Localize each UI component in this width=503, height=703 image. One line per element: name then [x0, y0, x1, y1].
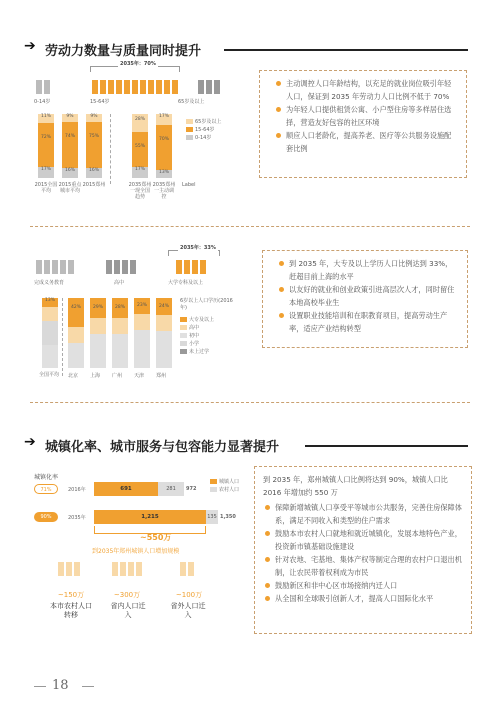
person-icon: [130, 260, 136, 274]
rural-bar: 135: [206, 510, 218, 524]
edu-bar: [68, 298, 84, 368]
bar-seg-child: 16%: [62, 168, 78, 178]
bar-seg-elderly: 17%: [156, 114, 172, 125]
edu-level-label: 高中: [114, 280, 125, 286]
section-title: 城镇化率、城市服务与包容能力显著提升: [45, 440, 280, 455]
edu-bar: [42, 298, 58, 368]
person-icon: [214, 80, 220, 94]
edu-chart: [32, 236, 252, 391]
section-title: 劳动力数量与质量同时提升: [45, 44, 202, 59]
person-icon: [66, 562, 72, 576]
person-icon: [58, 562, 64, 576]
bullet-item: 设置职业技能培训和在职教育项目，提高劳动生产率，适应产业结构转型: [277, 309, 459, 335]
source-value: ~100万: [175, 591, 203, 599]
bar-label: 广州: [112, 373, 123, 379]
person-icon: [124, 80, 130, 94]
bullet-item: 顺应人口老龄化，提高养老、医疗等公共服务设施配套比例: [274, 129, 458, 155]
dashed-divider: [30, 402, 470, 403]
bar-seg-college: 23%: [134, 298, 150, 314]
rate-badge: 71%: [34, 484, 58, 494]
bar-seg-elderly: 9%: [86, 114, 102, 122]
bar-label: 2035郑州一现全国趋势: [128, 182, 152, 200]
bullet-item: 从全国和全球吸引创新人才，提高人口国际化水平: [263, 592, 463, 605]
person-icon: [200, 260, 206, 274]
bar-label: 2015郑州: [82, 182, 106, 188]
person-icon: [36, 80, 42, 94]
edu-bar: [112, 298, 128, 368]
person-icon: [140, 80, 146, 94]
title-rule: [305, 445, 468, 447]
person-icon: [164, 80, 170, 94]
sec1-points: [259, 70, 467, 178]
person-icon: [112, 562, 118, 576]
footer-dash: [82, 686, 94, 687]
person-icon: [60, 260, 66, 274]
person-icon: [176, 260, 182, 274]
bullet-item: 针对农地、宅基地、集体产权等制定合理的农村户口退出机制，让农民带着权利成为市民: [263, 553, 463, 579]
bullet-item: 鼓励新区和非中心区市场接纳内迁人口: [263, 579, 463, 592]
person-icon: [120, 562, 126, 576]
bar-seg-working: 70%: [156, 125, 172, 170]
person-icon: [198, 80, 204, 94]
bar-seg-working: 75%: [86, 122, 102, 168]
bar-seg-elderly: 11%: [38, 114, 54, 123]
bullet-item: 主动调控人口年龄结构，以充足的就业岗位吸引年轻人口，保证到 2035 年劳动力人口比例不低于 70%: [274, 77, 458, 103]
age-bar: [38, 114, 54, 178]
source-label: 本市农村人口转移: [50, 602, 92, 619]
divider: [110, 114, 111, 184]
bar-seg-college: 24%: [156, 298, 172, 315]
bar-seg-elderly: 9%: [62, 114, 78, 122]
bar-label: 郑州: [156, 373, 167, 379]
age-chart: [32, 62, 242, 202]
bracket-label: 2035年：33%: [180, 245, 216, 251]
title-rule: [224, 49, 468, 51]
urban-bar: 1,215: [94, 510, 206, 524]
bar-label: 2035郑州一主动调控: [152, 182, 176, 200]
bar-seg-child: 17%: [132, 167, 148, 178]
bullet-item: 为年轻人口提供租赁公寓、小户型住房等多样居住选择，营造友好包容的社区环境: [274, 103, 458, 129]
legend-title: 6岁以上人口学历(2016年): [180, 298, 233, 311]
bar-seg-child: 17%: [38, 167, 54, 178]
person-icon: [172, 80, 178, 94]
source-label: 省外人口迁入: [170, 602, 206, 619]
person-icon: [106, 260, 112, 274]
person-icon: [132, 80, 138, 94]
source-value: ~300万: [113, 591, 141, 599]
arrow-right-icon: ➔: [24, 38, 36, 54]
sec2-points: [262, 250, 468, 348]
person-icon: [188, 562, 194, 576]
bar-seg-college: 13%: [42, 298, 58, 307]
edu-bar: [156, 298, 172, 368]
person-icon: [68, 260, 74, 274]
bullet-item: 保障新增城镇人口享受平等城市公共服务，完善住房保障体系，满足不同收入和类型的住户需求: [263, 501, 463, 527]
arrow-right-icon: ➔: [24, 434, 36, 450]
age-bar: [62, 114, 78, 178]
year-label: 2016年: [68, 487, 86, 493]
sec3-points: [254, 466, 472, 634]
legend: 城镇人口 农村人口: [210, 478, 239, 494]
bar-seg-college: 28%: [112, 298, 128, 318]
person-icon: [148, 80, 154, 94]
legend: 65岁及以上 15-64岁 0-14岁: [186, 118, 221, 142]
edu-level-label: 大学专科及以上: [168, 280, 204, 286]
bullet-item: 到 2035 年，大专及以上学历人口比例达到 33%，赶超目前上海的水平: [277, 257, 459, 283]
person-icon: [100, 80, 106, 94]
person-icon: [36, 260, 42, 274]
divider: [62, 298, 63, 376]
bar-seg-working: 55%: [132, 132, 148, 167]
bullet-item: 以友好的就业和创业政策引进高层次人才，同时留住本地高校毕业生: [277, 283, 459, 309]
page-number: 18: [52, 678, 69, 693]
person-icon: [180, 562, 186, 576]
bar-label: 天津: [134, 373, 145, 379]
total-value: 972: [186, 486, 197, 492]
total-value: 1,350: [220, 514, 236, 520]
bar-seg-working: 72%: [38, 123, 54, 167]
bar-label: 2015重点城市平均: [58, 182, 82, 194]
age-bar: [156, 114, 172, 178]
bar-seg-working: 74%: [62, 122, 78, 168]
person-icon: [116, 80, 122, 94]
footer-dash: [34, 686, 46, 687]
bracket-label: 2035年：70%: [120, 61, 156, 67]
source-label: 省内人口迁入: [110, 602, 146, 619]
source-value: ~150万: [57, 591, 85, 599]
bar-seg-college: 29%: [90, 298, 106, 318]
increase-caption: 到2035年郑州城镇人口增加规模: [92, 548, 180, 555]
person-icon: [92, 80, 98, 94]
rate-badge: 90%: [34, 512, 58, 522]
person-icon: [192, 260, 198, 274]
person-icon: [136, 562, 142, 576]
person-icon: [108, 80, 114, 94]
bar-seg-college: 42%: [68, 298, 84, 327]
person-icon: [128, 562, 134, 576]
person-icon: [74, 562, 80, 576]
urban-chart: [30, 466, 256, 636]
bar-label: 2015全国平均: [34, 182, 58, 194]
edu-bar: [90, 298, 106, 368]
year-label: 2035年: [68, 515, 86, 521]
rate-label: 城镇化率: [34, 474, 59, 481]
bullet-item: 鼓励本市农村人口就地和就近城镇化，发展本地特色产业，投资新市镇基础设施建设: [263, 527, 463, 553]
bar-label: 上海: [90, 373, 101, 379]
bar-seg-elderly: 28%: [132, 114, 148, 132]
chart-label: Label: [182, 182, 196, 188]
age-group-label: 0-14岁: [34, 99, 51, 105]
person-icon: [52, 260, 58, 274]
person-icon: [44, 80, 50, 94]
bar-label: 北京: [68, 373, 79, 379]
age-bar: [86, 114, 102, 178]
person-icon: [114, 260, 120, 274]
increase-value: ~550万: [140, 533, 172, 542]
person-icon: [122, 260, 128, 274]
person-icon: [44, 260, 50, 274]
intro-text: 到 2035 年，郑州城镇人口比例将达到 90%，城镇人口比 2016 年增加约 550 万: [263, 475, 448, 497]
person-icon: [206, 80, 212, 94]
edu-level-label: 完成义务教育: [34, 280, 65, 286]
bar-seg-child: 16%: [86, 168, 102, 178]
person-icon: [184, 260, 190, 274]
bar-label: 全国平均: [38, 372, 59, 378]
dashed-divider: [30, 226, 470, 227]
person-icon: [156, 80, 162, 94]
age-group-label: 15-64岁: [90, 99, 110, 105]
rural-bar: 281: [158, 482, 184, 496]
urban-bar: 691: [94, 482, 158, 496]
bar-seg-child: 13%: [156, 170, 172, 178]
age-bar: [132, 114, 148, 178]
legend: 大专及以上 高中 初中 小学 未上过学: [180, 316, 214, 356]
edu-bar: [134, 298, 150, 368]
age-group-label: 65岁及以上: [178, 99, 205, 105]
